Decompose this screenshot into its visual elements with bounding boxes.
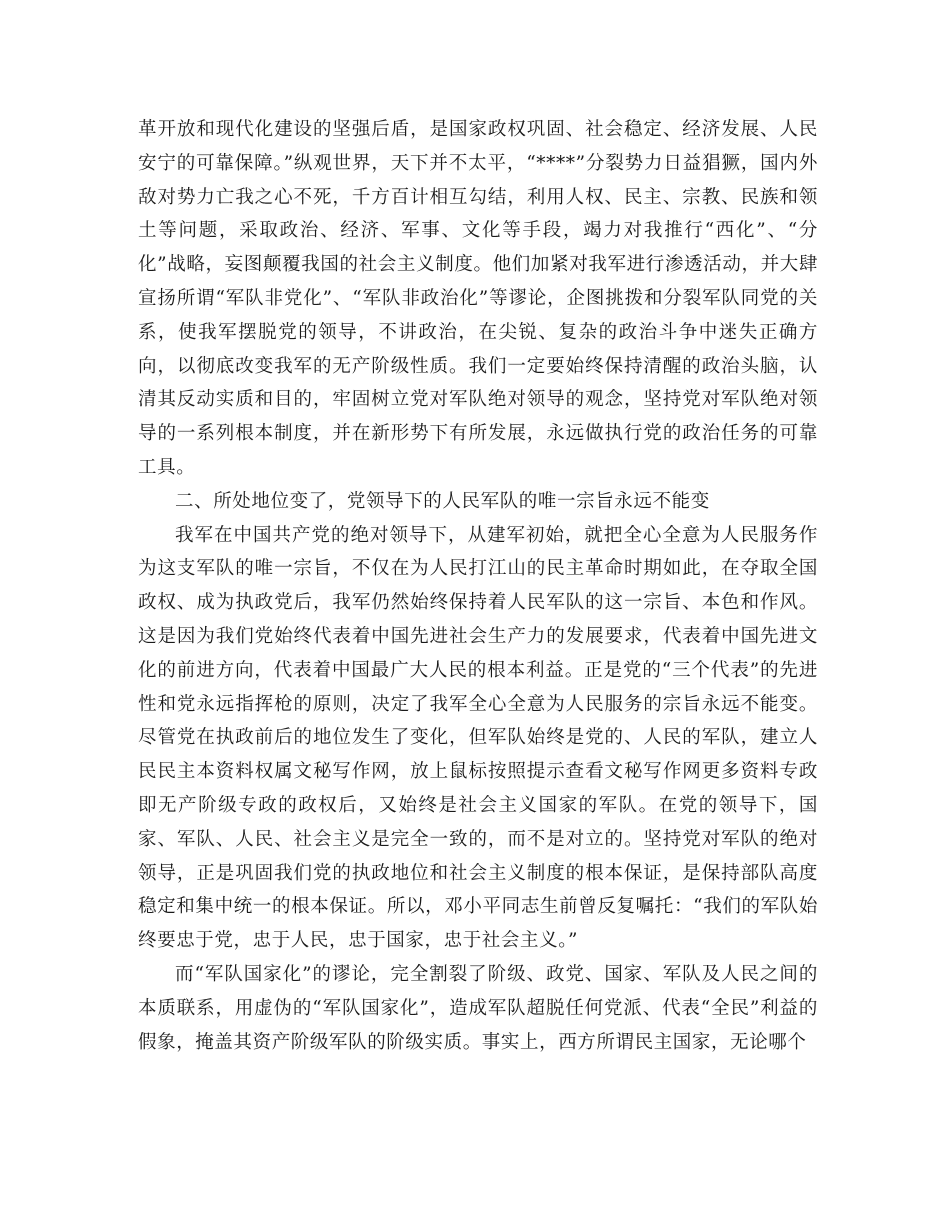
paragraph: 我军在中国共产党的绝对领导下，从建军初始，就把全心全意为人民服务作为这支军队的唯一宗旨，不仅在为人民打江山的民主革命时期如此，在夺取全国政权、成为执政党后，我军仍然始终保持着人民军队的这一宗旨、本色和作风。这是因为我们党始终代表着中国先进社会生产力的发展要求，代表着中国先进文化的前进方向，代表着中国最广大人民的根本利益。正是党的“三个代表”的先进性和党永远指挥枪的原则，决定了我军全心全意为人民服务的宗旨永远不能变。尽管党在执政前后的地位发生了变化，但军队始终是党的、人民的军队，建立人民民主本资料权属文秘写作网，放上鼠标按照提示查看文秘写作网更多资料专政即无产阶级专政的政权后，又始终是社会主义国家的军队。在党的领导下，国家、军队、人民、社会主义是完全一致的，而不是对立的。坚持党对军队的绝对领导，正是巩固我们党的执政地位和社会主义制度的根本保证，是保持部队高度稳定和集中统一的根本保证。所以，邓小平同志生前曾反复嘱托：“我们的军队始终要忠于党，忠于人民，忠于国家，忠于社会主义。” bbox=[138, 524, 818, 952]
section-heading: 二、所处地位变了，党领导下的人民军队的唯一宗旨永远不能变 bbox=[175, 490, 710, 512]
paragraph-continuation: 革开放和现代化建设的坚强后盾，是国家政权巩固、社会稳定、经济发展、人民安宁的可靠保障。”纵观世界，天下并不太平，“****”分裂势力日益猖獗，国内外敌对势力亡我之心不死，千方百计相互勾结，利用人权、民主、宗教、民族和领土等问题，采取政治、经济、军事、文化等手段，竭力对我推行“西化”、“分化”战略，妄图颠覆我国的社会主义制度。他们加紧对我军进行渗透活动，并大肆宣扬所谓“军队非党化”、“军队非政治化”等谬论，企图挑拨和分裂军队同党的关系，使我军摆脱党的领导，不讲政治，在尖锐、复杂的政治斗争中迷失正确方向，以彻底改变我军的无产阶级性质。我们一定要始终保持清醒的政治头脑，认清其反动实质和目的，牢固树立党对军队绝对领导的观念，坚持党对军队绝对领导的一系列根本制度，并在新形势下有所发展，永远做执行党的政治任务的可靠工具。 bbox=[138, 119, 818, 478]
document-body bbox=[138, 113, 818, 1059]
paragraph: 而“军队国家化”的谬论，完全割裂了阶级、政党、国家、军队及人民之间的本质联系，用虚伪的“军队国家化”，造成军队超脱任何党派、代表“全民”利益的假象，掩盖其资产阶级军队的阶级实质。事实上，西方所谓民主国家，无论哪个 bbox=[138, 963, 818, 1053]
